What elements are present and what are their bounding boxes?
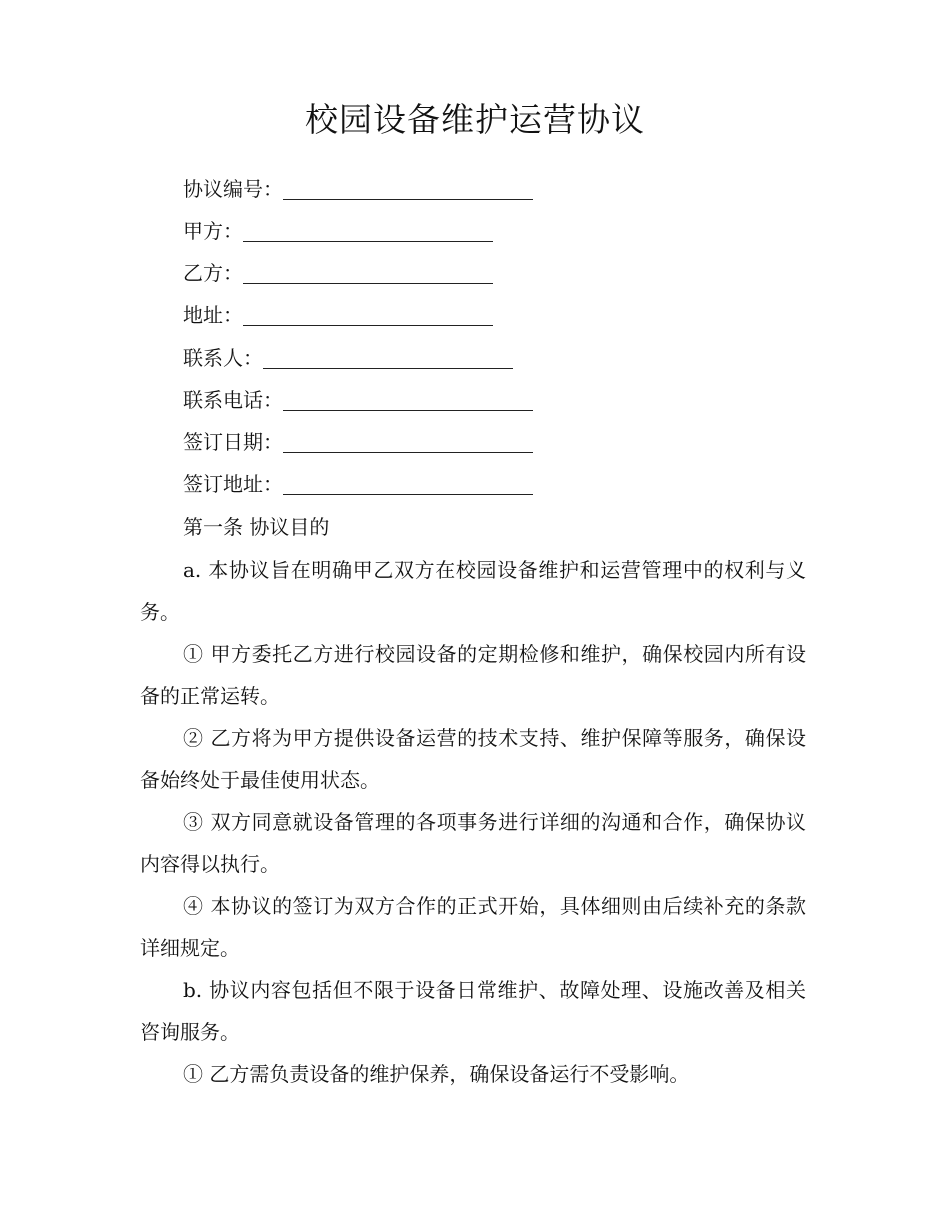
paragraph-a-3: ③ 双方同意就设备管理的各项事务进行详细的沟通和合作，确保协议内容得以执行。 — [140, 810, 806, 876]
field-contact-phone — [183, 385, 533, 415]
field-label: 签订地址： — [183, 472, 283, 496]
field-agreement-number — [183, 174, 533, 204]
paragraph-b-1: ① 乙方需负责设备的维护保养，确保设备运行不受影响。 — [183, 1062, 690, 1086]
paragraph-a: a. 本协议旨在明确甲乙双方在校园设备维护和运营管理中的权利与义务。 — [140, 558, 806, 624]
fill-in-blank — [243, 219, 493, 242]
field-label: 甲方： — [183, 219, 243, 243]
field-label: 乙方： — [183, 261, 243, 285]
fill-in-blank — [283, 388, 533, 411]
field-party-b — [183, 258, 493, 288]
field-address — [183, 300, 493, 330]
fill-in-blank — [243, 303, 493, 326]
field-label: 联系人： — [183, 346, 263, 370]
field-label: 协议编号： — [183, 177, 283, 201]
paragraph-a-2: ② 乙方将为甲方提供设备运营的技术支持、维护保障等服务，确保设备始终处于最佳使用状态。 — [140, 726, 806, 792]
fill-in-blank — [283, 177, 533, 200]
document-title: 校园设备维护运营协议 — [305, 100, 645, 139]
paragraph-b: b. 协议内容包括但不限于设备日常维护、故障处理、设施改善及相关咨询服务。 — [140, 978, 806, 1044]
fill-in-blank — [283, 430, 533, 453]
paragraph-a-4: ④ 本协议的签订为双方合作的正式开始，具体细则由后续补充的条款详细规定。 — [140, 894, 806, 960]
field-label: 联系电话： — [183, 388, 283, 412]
fill-in-blank — [283, 472, 533, 495]
article-heading: 第一条 协议目的 — [183, 515, 330, 539]
field-label: 地址： — [183, 303, 243, 327]
field-contact-person — [183, 343, 513, 373]
fill-in-blank — [243, 261, 493, 284]
field-signing-date — [183, 427, 533, 457]
paragraph-a-1: ① 甲方委托乙方进行校园设备的定期检修和维护，确保校园内所有设备的正常运转。 — [140, 642, 806, 708]
fill-in-blank — [263, 346, 513, 369]
field-label: 签订日期： — [183, 430, 283, 454]
field-signing-place — [183, 469, 533, 499]
field-party-a — [183, 216, 493, 246]
